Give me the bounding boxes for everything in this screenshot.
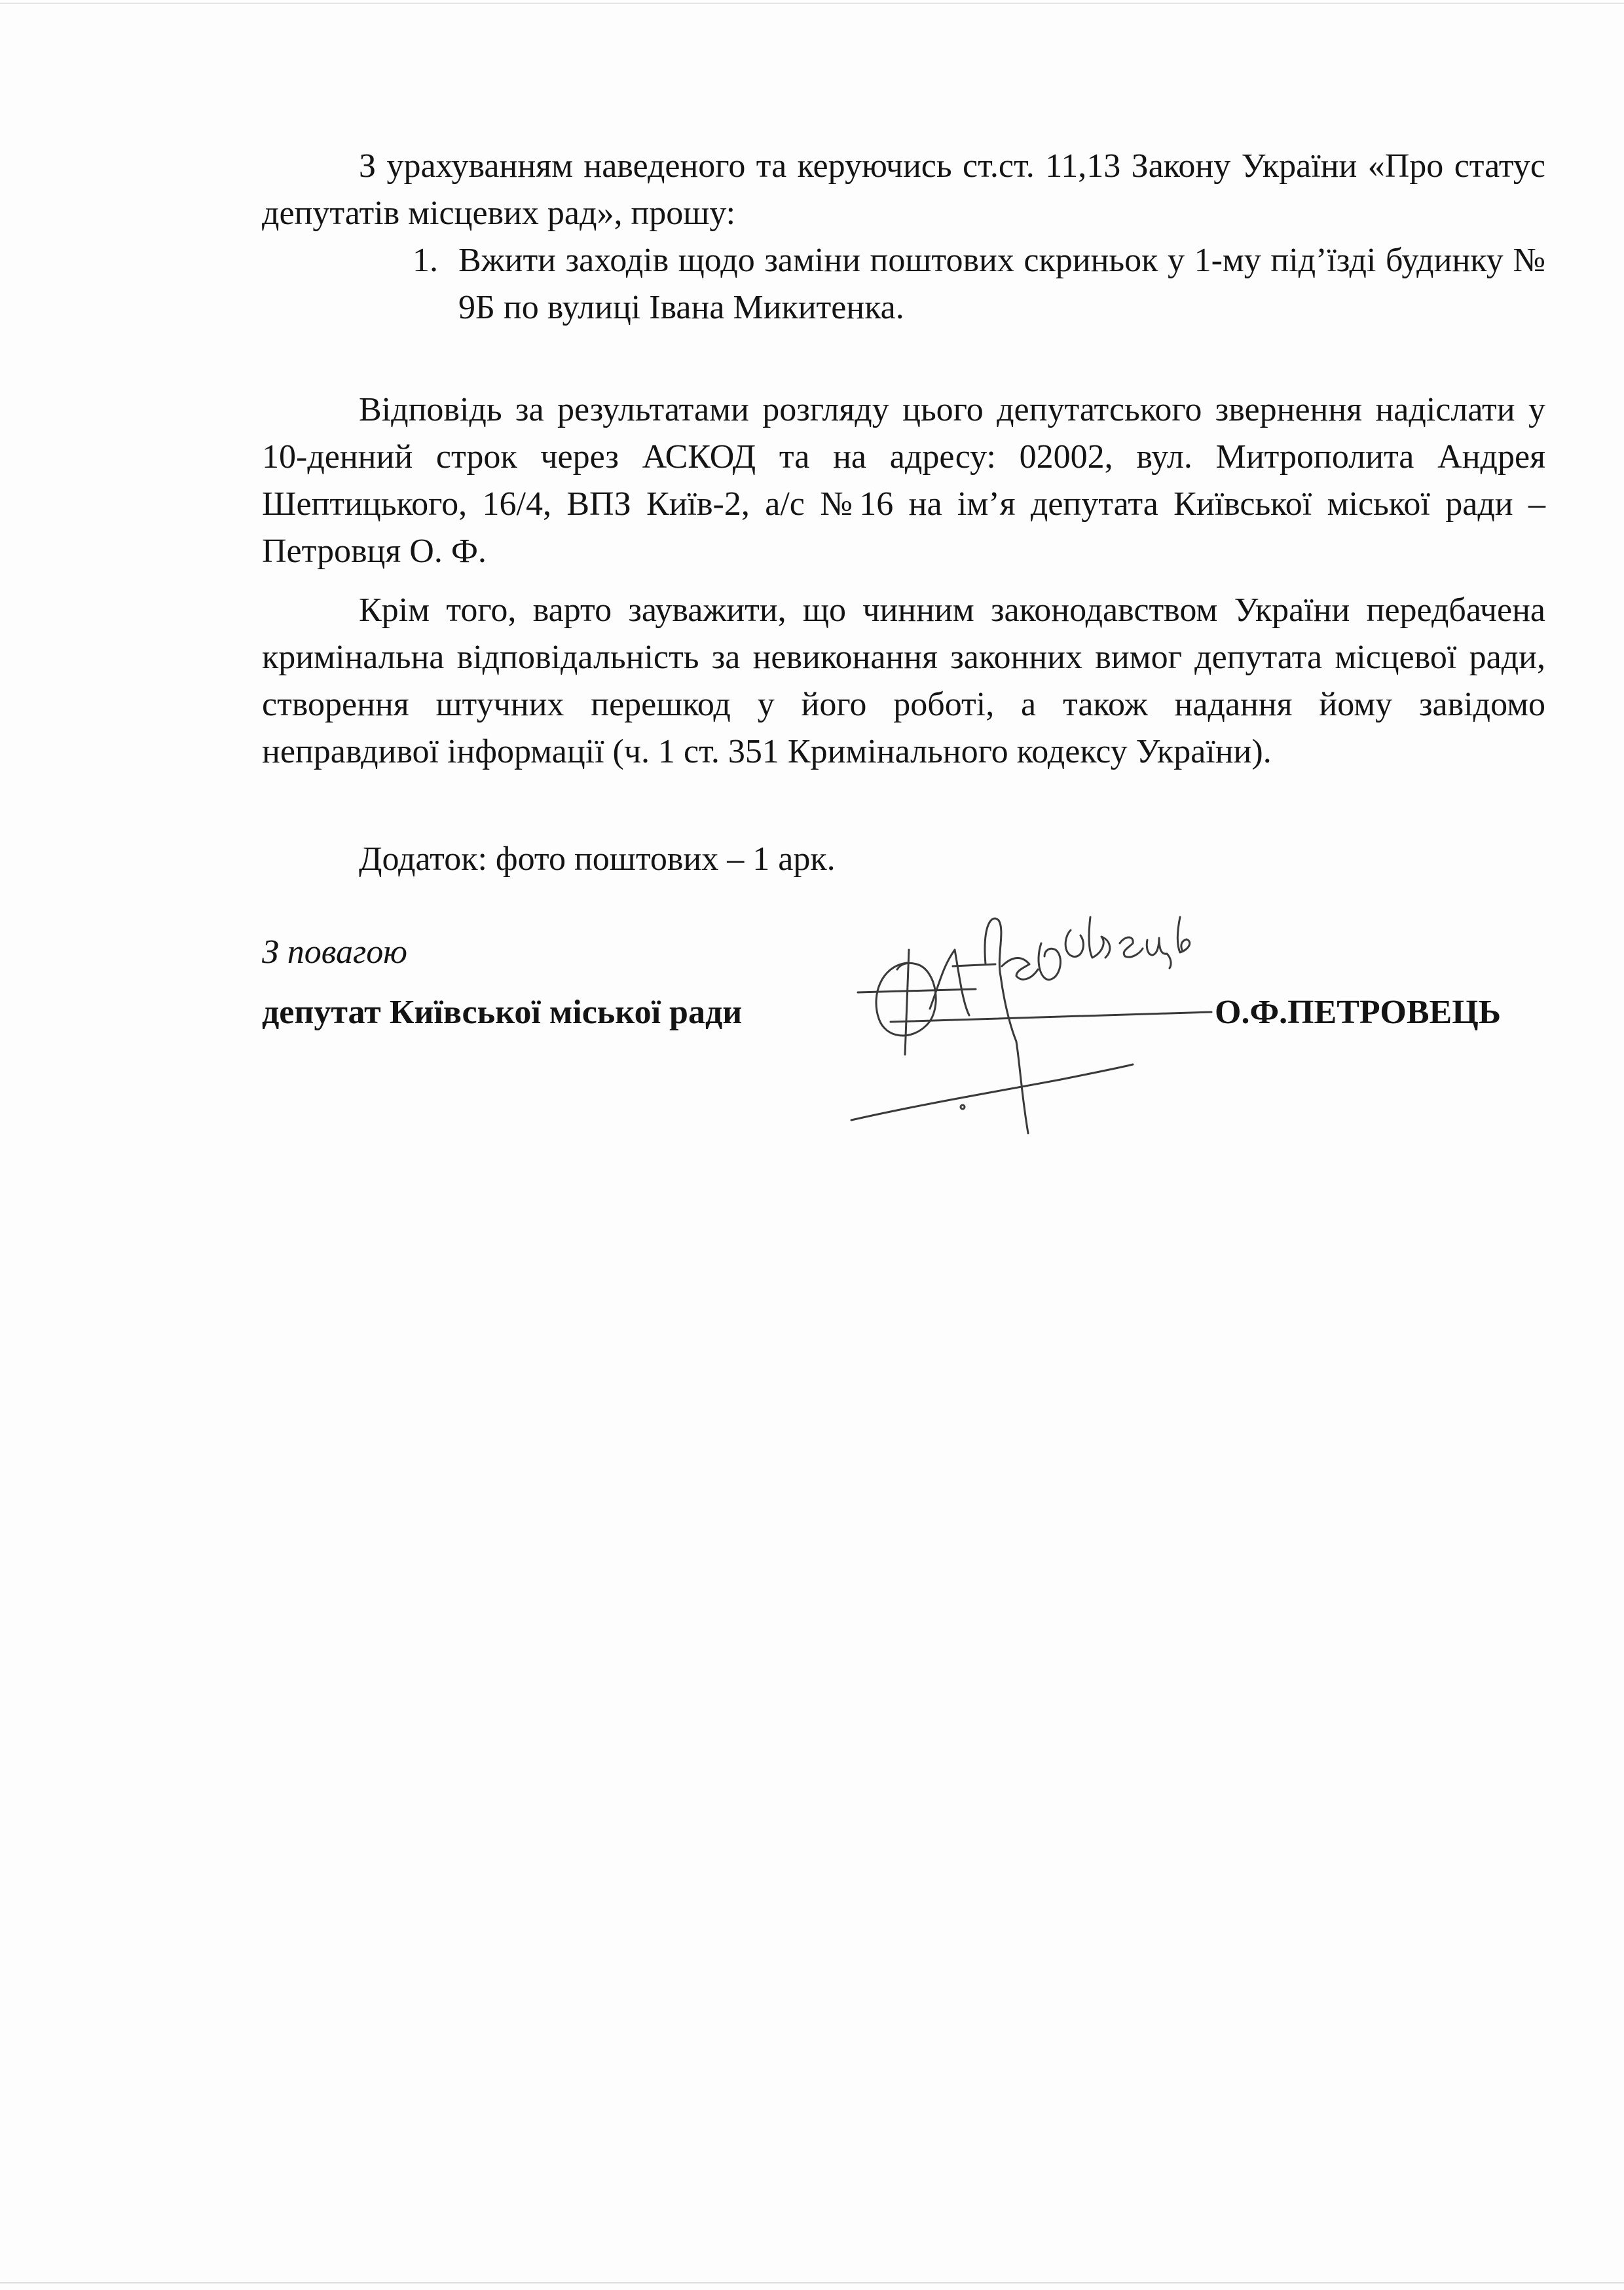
list-item	[413, 237, 1545, 331]
attachment-line: Додаток: фото поштових – 1 арк.	[359, 840, 836, 878]
page-bottom-edge	[0, 2282, 1624, 2283]
intro-paragraph: З урахуванням наведеного та керуючись ст.ст. 11,13 Закону України «Про статус депутатів місцевих рад», прошу:	[262, 147, 1545, 232]
closing-salutation: З повагою	[262, 933, 407, 971]
page-top-edge	[0, 3, 1624, 4]
list-item-number: 1.	[413, 242, 438, 279]
list-item-text: Вжити заходів щодо заміни поштових скриньок у 1-му під’їзді будинку № 9Б по вулиці Івана Микитенка.	[458, 242, 1545, 326]
request-list	[413, 237, 1545, 331]
response-paragraph: Відповідь за результатами розгляду цього депутатського звернення надіслати у 10-денний строк через АСКОД та на адресу: 02002, вул. Митрополита Андрея Шептицького, 16/4, ВПЗ Київ-2, а/с №16 на ім’я депутата Київської міської ради – Петровця О. Ф.	[262, 391, 1545, 570]
signature-icon	[845, 904, 1251, 1140]
liability-block	[262, 587, 1545, 776]
intro-block	[262, 143, 1545, 237]
response-block	[262, 386, 1545, 575]
attachment-block	[262, 836, 1545, 883]
closing-position: депутат Київської міської ради	[262, 994, 743, 1031]
liability-paragraph: Крім того, варто зауважити, що чинним законодавством України передбачена кримінальна відповідальність за невиконання законних вимог депутата місцевої ради, створення штучних перешкод у його роботі, а також надання йому завідомо неправдивої інформації (ч. 1 ст. 351 Кримінального кодексу України).	[262, 591, 1545, 770]
signer-name: О.Ф.ПЕТРОВЕЦЬ	[1215, 994, 1502, 1031]
